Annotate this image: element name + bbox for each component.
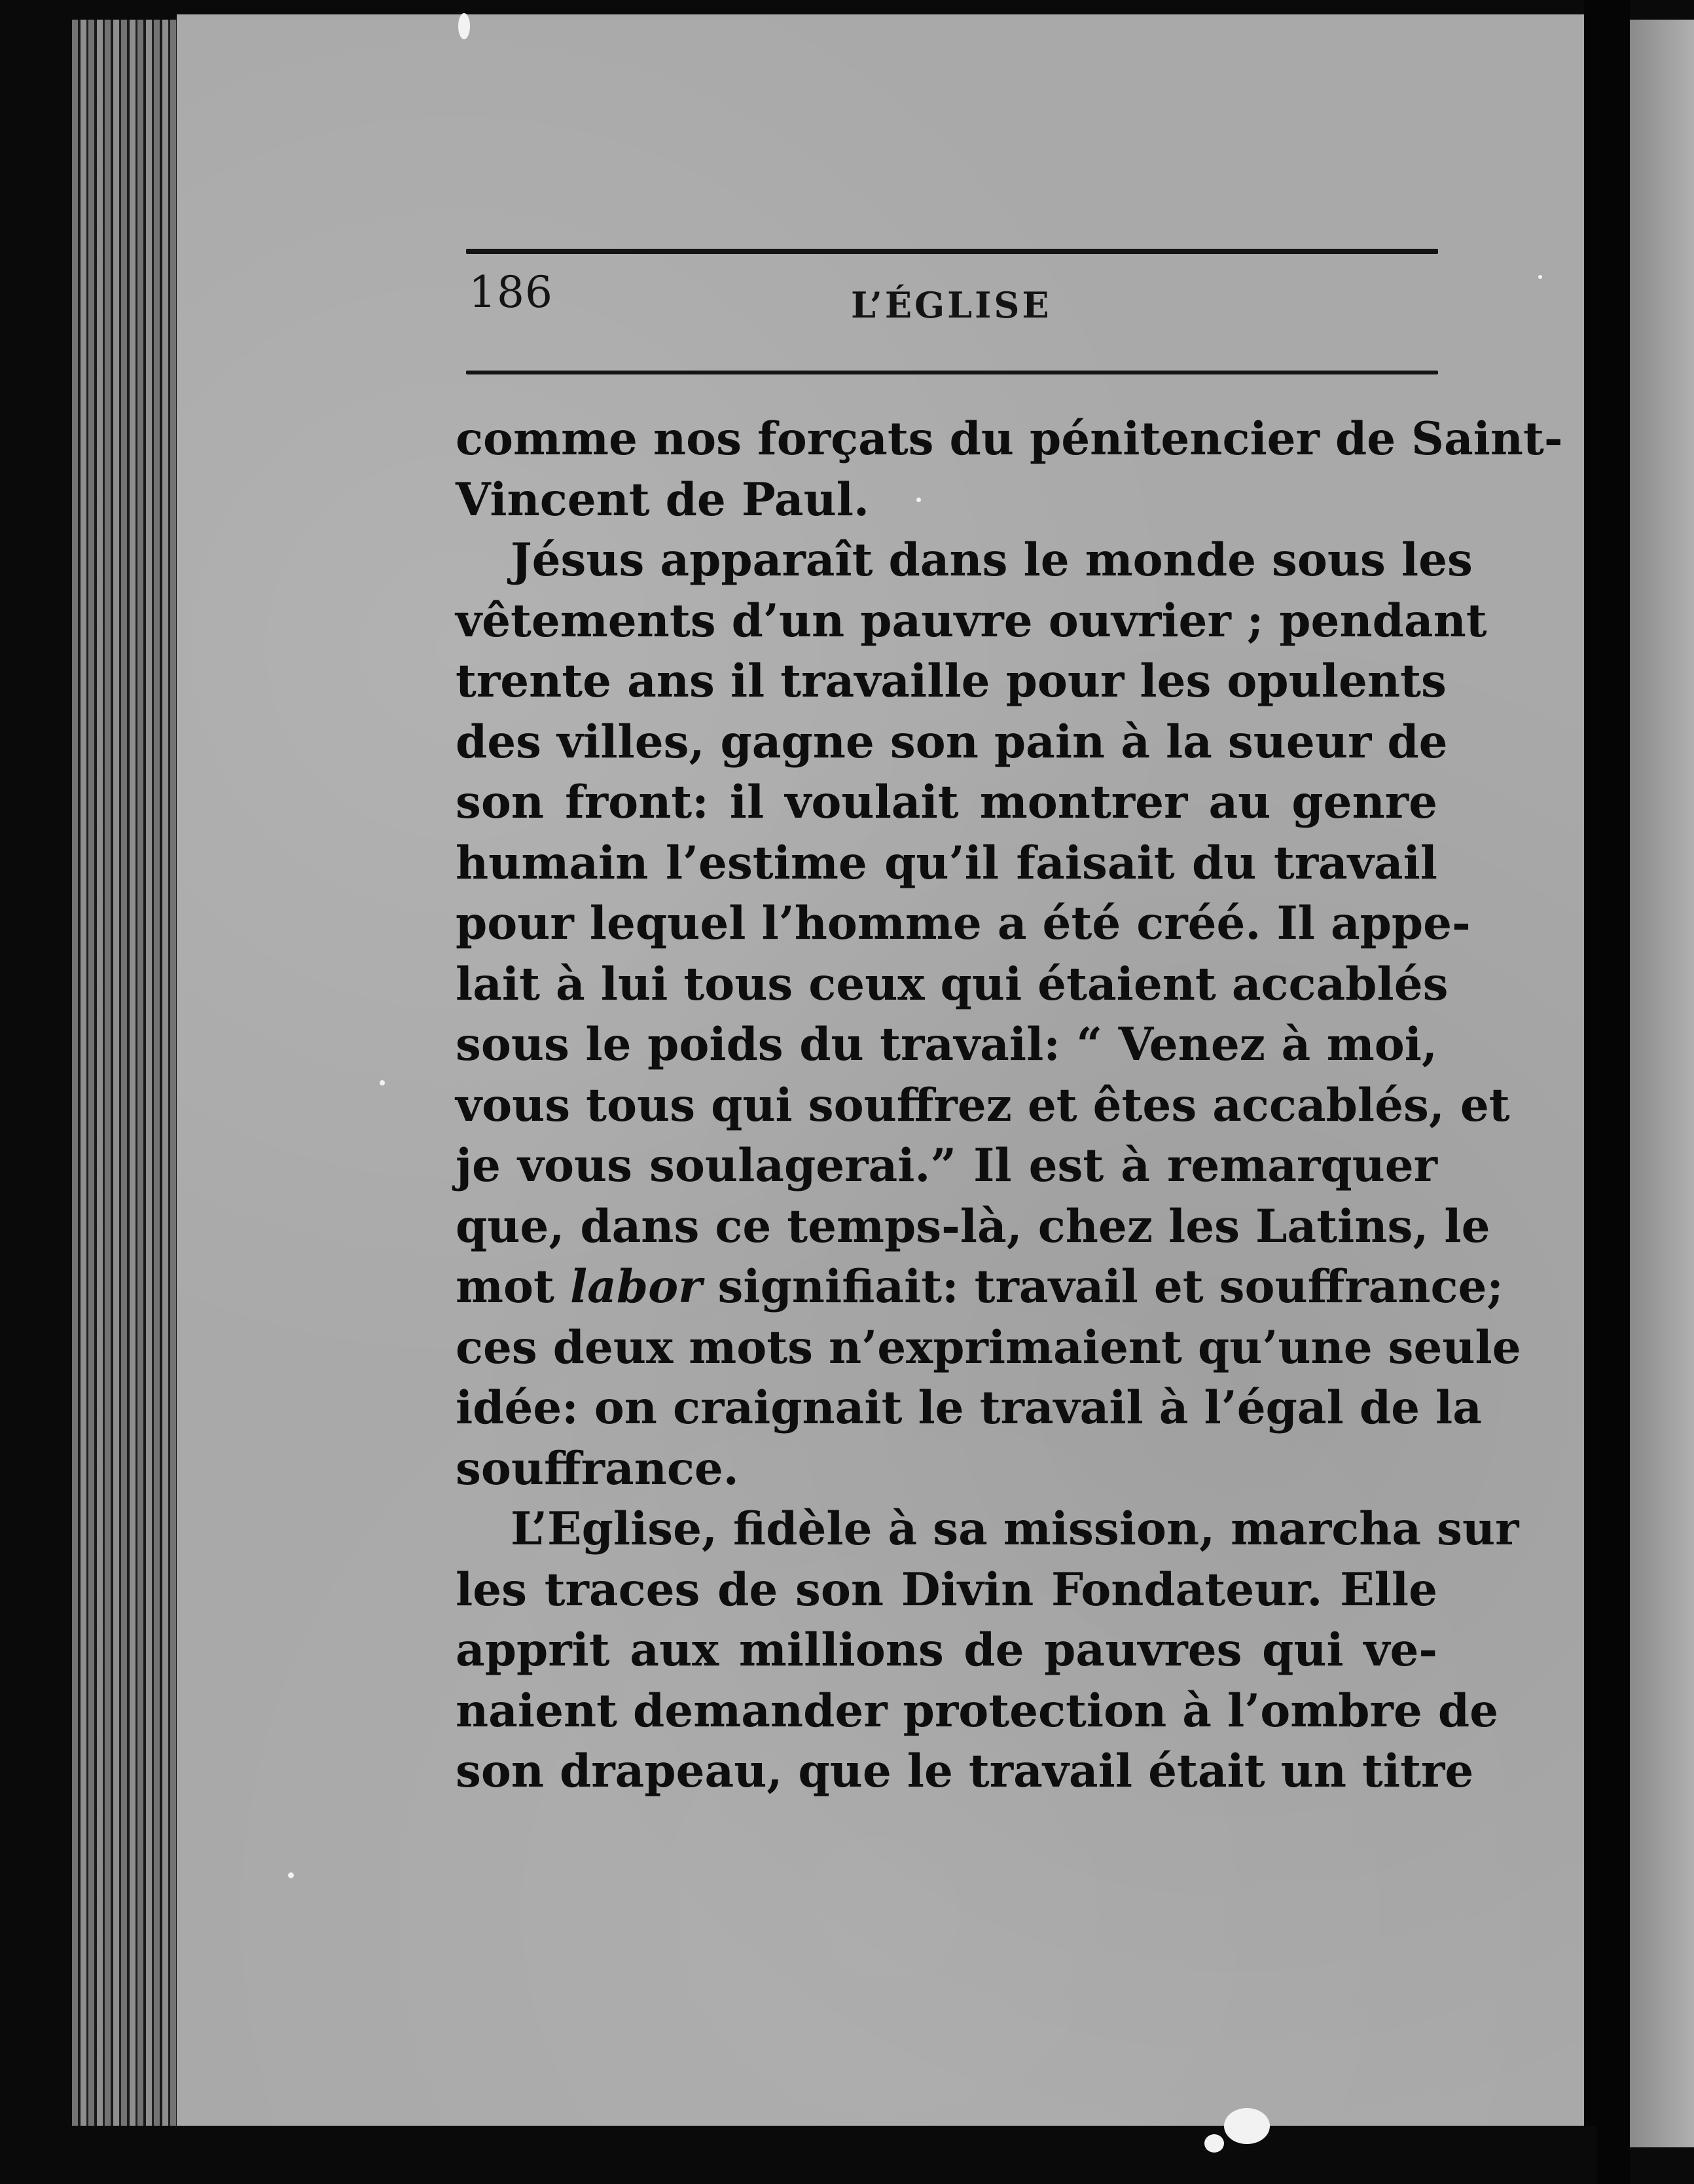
page-number: 186	[469, 267, 553, 318]
text-line: ces deux mots n’exprimaient qu’une seule	[456, 1320, 1521, 1374]
text-line: son front: il voulait montrer au genre	[456, 776, 1437, 829]
scan-speck	[458, 13, 470, 39]
text-line: souffrance.	[456, 1442, 739, 1495]
text-line: vous tous qui souffrez et êtes accablés, et	[456, 1078, 1510, 1132]
text-fragment: signifiait: travail et souffrance;	[702, 1260, 1504, 1313]
text-line: lait à lui tous ceux qui étaient accablés	[456, 957, 1449, 1011]
scan-speck	[1224, 2108, 1270, 2144]
text-line: les traces de son Divin Fondateur. Elle	[456, 1563, 1437, 1616]
text-line: apprit aux millions de pauvres qui ve-	[456, 1624, 1437, 1677]
body-text	[456, 409, 1563, 1802]
book-page-edges	[72, 20, 183, 2147]
text-line-with-italic	[456, 1257, 1504, 1318]
header-bottom-rule	[466, 371, 1438, 374]
text-line: comme nos forçats du pénitencier de Saint-	[456, 412, 1563, 465]
text-line: son drapeau, que le travail était un titre	[456, 1745, 1474, 1798]
text-line: des villes, gagne son pain à la sueur de	[456, 715, 1448, 769]
text-line: sous le poids du travail: “ Venez à moi,	[456, 1018, 1437, 1071]
text-line: humain l’estime qu’il faisait du travail	[456, 836, 1437, 890]
scan-speck	[380, 1080, 385, 1085]
facing-page-edge	[1630, 20, 1694, 2147]
text-line: trente ans il travaille pour les opulents	[456, 655, 1447, 708]
scan-speck	[916, 498, 921, 502]
scan-speck	[1538, 275, 1542, 279]
bottom-scan-border	[72, 2126, 1597, 2184]
text-line: L’Eglise, fidèle à sa mission, marcha sur	[511, 1502, 1519, 1556]
text-line: naient demander protection à l’ombre de	[456, 1684, 1498, 1738]
running-head: L’ÉGLISE	[851, 284, 1052, 326]
text-line: vêtements d’un pauvre ouvrier ; pendant	[456, 594, 1487, 647]
text-line: je vous soulagerai.” Il est à remarquer	[456, 1139, 1437, 1192]
book-binding-shadow	[1584, 0, 1630, 2184]
scan-speck	[288, 1872, 294, 1878]
text-fragment: mot	[456, 1260, 570, 1313]
italic-word: labor	[569, 1260, 702, 1313]
text-line: idée: on craignait le travail à l’égal de la	[456, 1381, 1482, 1434]
text-line: pour lequel l’homme a été créé. Il appe-	[456, 897, 1471, 950]
header-top-rule	[466, 249, 1438, 254]
text-line: que, dans ce temps-là, chez les Latins, le	[456, 1199, 1490, 1253]
text-line: Jésus apparaît dans le monde sous les	[511, 534, 1473, 587]
text-line: Vincent de Paul.	[456, 473, 869, 526]
scan-speck	[1204, 2134, 1224, 2153]
